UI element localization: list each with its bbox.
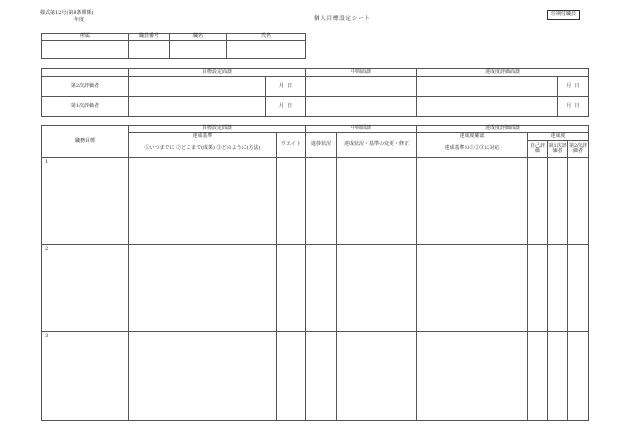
second-mid-field[interactable]	[306, 77, 417, 97]
page-title: 個人目標設定シート	[314, 16, 371, 22]
standard-cell[interactable]	[129, 158, 277, 245]
standard-cell[interactable]	[129, 332, 277, 421]
name-field[interactable]	[227, 41, 306, 59]
header-job-goal: 職務目標	[42, 126, 129, 158]
weight-cell[interactable]	[277, 245, 306, 332]
second-eval-date[interactable]	[558, 77, 589, 97]
header-midterm: 中間面談	[306, 126, 417, 133]
self-eval-cell[interactable]	[528, 332, 548, 421]
date-month: 月	[278, 102, 284, 109]
confirm-cell[interactable]	[417, 158, 528, 245]
header-progress: 進捗状況	[306, 133, 337, 158]
header-correspondence: 達成基準の①②③に対応	[417, 141, 528, 158]
header-weight: ウエイト	[277, 133, 306, 158]
header-achievement-confirm: 達成度確認	[417, 133, 528, 141]
status-badge: 任期付職員	[547, 10, 580, 20]
second-eval-cell[interactable]	[568, 332, 589, 421]
weight-cell[interactable]	[277, 158, 306, 245]
header-evaluation: 達成度評価面談	[417, 126, 589, 133]
header-change-correction: 達成状況・基準の変更・修正	[337, 133, 417, 158]
goal-cell[interactable]	[42, 158, 129, 245]
first-goal-field[interactable]	[129, 97, 266, 117]
weight-cell[interactable]	[277, 332, 306, 421]
first-eval-cell[interactable]	[548, 245, 568, 332]
date-day: 日	[287, 82, 293, 89]
header-employee-number: 職員番号	[129, 34, 170, 41]
change-cell[interactable]	[337, 332, 417, 421]
first-eval-field[interactable]	[417, 97, 558, 117]
first-eval-date[interactable]	[558, 97, 589, 117]
row-label-second-evaluator: 第2次評価者	[42, 77, 129, 97]
employee-info-table	[41, 33, 306, 59]
header-eval-interview: 達成度評価面談	[417, 69, 589, 77]
first-eval-cell[interactable]	[548, 332, 568, 421]
header-goal-setting: 目標設定面談	[129, 126, 306, 133]
affiliation-field[interactable]	[42, 41, 129, 59]
second-eval-cell[interactable]	[568, 158, 589, 245]
goal-cell[interactable]	[42, 332, 129, 421]
header-first-eval: 第1次評価者	[548, 141, 568, 158]
goal-table	[41, 125, 589, 421]
header-affiliation: 所属	[42, 34, 129, 41]
header-name: 氏名	[227, 34, 306, 41]
header-second-eval: 第2次評価者	[568, 141, 589, 158]
header-mid-interview: 中間面談	[306, 69, 417, 77]
change-cell[interactable]	[337, 245, 417, 332]
progress-cell[interactable]	[306, 332, 337, 421]
date-month: 月	[566, 102, 572, 109]
date-day: 日	[287, 102, 293, 109]
date-month: 月	[278, 82, 284, 89]
confirm-cell[interactable]	[417, 245, 528, 332]
self-eval-cell[interactable]	[528, 158, 548, 245]
row-label-first-evaluator: 第1次評価者	[42, 97, 129, 117]
first-eval-cell[interactable]	[548, 158, 568, 245]
first-goal-date[interactable]	[266, 97, 306, 117]
goal-cell[interactable]	[42, 245, 129, 332]
second-goal-date[interactable]	[266, 77, 306, 97]
second-eval-field[interactable]	[417, 77, 558, 97]
row-number: 1	[45, 159, 49, 165]
header-job-title: 職名	[170, 34, 227, 41]
progress-cell[interactable]	[306, 245, 337, 332]
form-code: 様式第12号(第8条関係)	[40, 10, 94, 16]
interview-table	[41, 68, 589, 117]
date-day: 日	[574, 102, 580, 109]
second-eval-cell[interactable]	[568, 245, 589, 332]
table-row	[42, 332, 589, 421]
employee-number-field[interactable]	[129, 41, 170, 59]
header-standard-detail: ①いつまでに ②どこまで(成果) ③どのように(方法)	[129, 141, 277, 158]
job-title-field[interactable]	[170, 41, 227, 59]
header-goal-interview: 目標設定面談	[129, 69, 306, 77]
header-achievement-level: 達成度	[528, 133, 589, 141]
header-achievement-standard: 達成基準	[129, 133, 277, 141]
header-self-eval: 自己評価	[528, 141, 548, 158]
change-cell[interactable]	[337, 158, 417, 245]
standard-cell[interactable]	[129, 245, 277, 332]
year-label: 年度	[74, 17, 85, 23]
row-number: 2	[45, 246, 49, 252]
date-day: 日	[574, 82, 580, 89]
self-eval-cell[interactable]	[528, 245, 548, 332]
date-month: 月	[566, 82, 572, 89]
row-number: 3	[45, 333, 49, 339]
table-row	[42, 245, 589, 332]
confirm-cell[interactable]	[417, 332, 528, 421]
second-goal-field[interactable]	[129, 77, 266, 97]
table-row	[42, 158, 589, 245]
progress-cell[interactable]	[306, 158, 337, 245]
interview-corner	[42, 69, 129, 77]
first-mid-field[interactable]	[306, 97, 417, 117]
